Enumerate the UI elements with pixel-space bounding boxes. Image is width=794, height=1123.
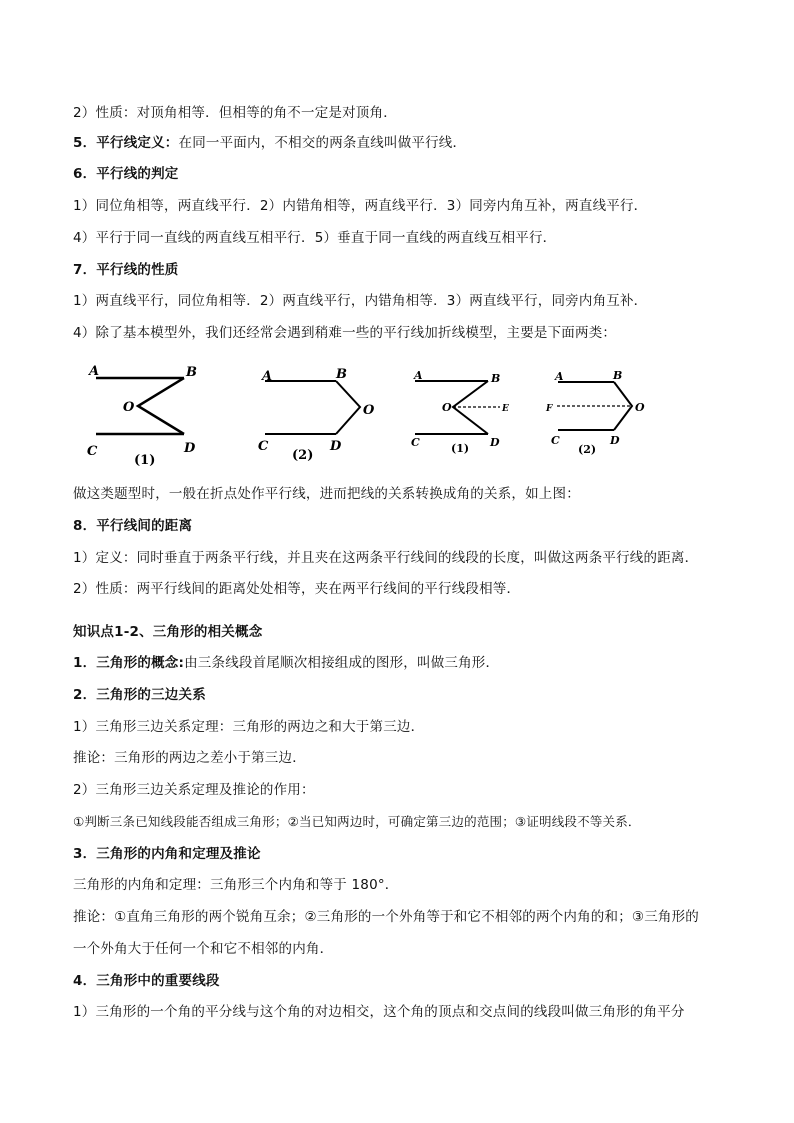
figures-svg <box>80 358 660 468</box>
text-line: 1）定义：同时垂直于两条平行线，并且夹在这两条平行线间的线段的长度，叫做这两条平行线的距离． <box>73 550 699 566</box>
text-line: 2）性质：两平行线间的距离处处相等，夹在两平行线间的平行线段相等． <box>73 581 521 597</box>
text-line: 2）性质：对顶角相等．但相等的角不一定是对顶角． <box>73 105 397 121</box>
section-heading: 8．平行线间的距离 <box>73 518 193 534</box>
figure-4-label-c: C <box>551 434 560 447</box>
figure-3-label-c: C <box>411 436 420 449</box>
figure-3 <box>415 381 500 434</box>
text-line: 4）除了基本模型外，我们还经常会遇到稍难一些的平行线加折线模型，主要是下面两类： <box>73 325 617 341</box>
section-heading: 6．平行线的判定 <box>73 166 179 182</box>
text-line: 1）三角形的一个角的平分线与这个角的对边相交，这个角的顶点和交点间的线段叫做三角形的角平分 <box>73 1004 685 1020</box>
figure-1-label-b: B <box>186 365 197 380</box>
section-number: 5． <box>73 135 97 151</box>
section-heading: 3．三角形的内角和定理及推论 <box>73 846 261 862</box>
topic-heading: 知识点1-2、三角形的相关概念 <box>73 624 263 640</box>
definition-text: 在同一平面内，不相交的两条直线叫做平行线． <box>178 135 467 151</box>
figure-2-caption: (2) <box>292 448 314 463</box>
figure-4-label-b: B <box>613 369 623 382</box>
figure-1-label-a: A <box>89 364 100 379</box>
figure-1-fold-line <box>138 378 184 434</box>
figure-2-label-c: C <box>258 439 269 454</box>
definition-term: 平行线定义： <box>96 135 179 151</box>
figure-1-label-d: D <box>184 441 196 456</box>
parallel-line-figures <box>80 358 660 468</box>
figure-4-label-f: F <box>546 404 553 414</box>
text-line: 一个外角大于任何一个和它不相邻的内角． <box>73 941 334 957</box>
text-line: 做这类题型时，一般在折点处作平行线，进而把线的关系转换成角的关系，如上图： <box>73 486 580 502</box>
figure-1 <box>96 378 184 434</box>
text-line: 推论：①直角三角形的两个锐角互余；②三角形的一个外角等于和它不相邻的两个内角的和；③三角形的 <box>73 909 700 925</box>
figure-3-label-a: A <box>414 369 423 382</box>
figure-3-label-d: D <box>490 436 500 449</box>
figure-3-caption: (1) <box>451 442 470 455</box>
figure-2 <box>265 381 360 434</box>
figure-1-label-o: O <box>123 400 135 415</box>
text-line: 1）同位角相等，两直线平行．2）内错角相等，两直线平行．3）同旁内角互补，两直线平行． <box>73 198 648 214</box>
text-line: 2）三角形三边关系定理及推论的作用： <box>73 782 315 798</box>
figure-1-label-c: C <box>87 444 98 459</box>
figure-3-label-o: O <box>442 401 452 414</box>
text-line: ①判断三条已知线段能否组成三角形；②当已知两边时，可确定第三边的范围；③证明线段不等关系． <box>73 814 641 829</box>
figure-4-label-o: O <box>635 401 645 414</box>
figure-4-caption: (2) <box>578 443 597 456</box>
figure-3-label-b: B <box>491 372 501 385</box>
figure-4-label-a: A <box>555 370 564 383</box>
definition-line <box>73 654 499 672</box>
definition-line <box>73 134 466 152</box>
section-heading: 7．平行线的性质 <box>73 262 179 278</box>
text-line: 4）平行于同一直线的两直线互相平行．5）垂直于同一直线的两直线互相平行． <box>73 230 557 246</box>
figure-2-fold-line <box>336 381 360 434</box>
figure-1-caption: (1) <box>134 453 156 468</box>
text-line: 1）两直线平行，同位角相等．2）两直线平行，内错角相等．3）两直线平行，同旁内角互补． <box>73 293 648 309</box>
text-line: 三角形的内角和定理：三角形三个内角和等于 180°． <box>73 877 399 893</box>
text-line: 推论：三角形的两边之差小于第三边． <box>73 750 306 766</box>
section-heading: 4．三角形中的重要线段 <box>73 973 220 989</box>
figure-4-label-d: D <box>610 434 620 447</box>
text-line: 1）三角形三边关系定理：三角形的两边之和大于第三边． <box>73 719 425 735</box>
figure-4 <box>557 382 632 430</box>
figure-2-label-a: A <box>262 369 273 384</box>
definition-term: 1．三角形的概念: <box>73 655 185 671</box>
section-heading: 2．三角形的三边关系 <box>73 687 206 703</box>
definition-text: 由三条线段首尾顺次相接组成的图形，叫做三角形． <box>184 655 500 671</box>
figure-2-label-b: B <box>336 367 347 382</box>
figure-3-label-e: E <box>502 404 509 414</box>
figure-2-label-d: D <box>330 439 342 454</box>
figure-2-label-o: O <box>363 403 375 418</box>
